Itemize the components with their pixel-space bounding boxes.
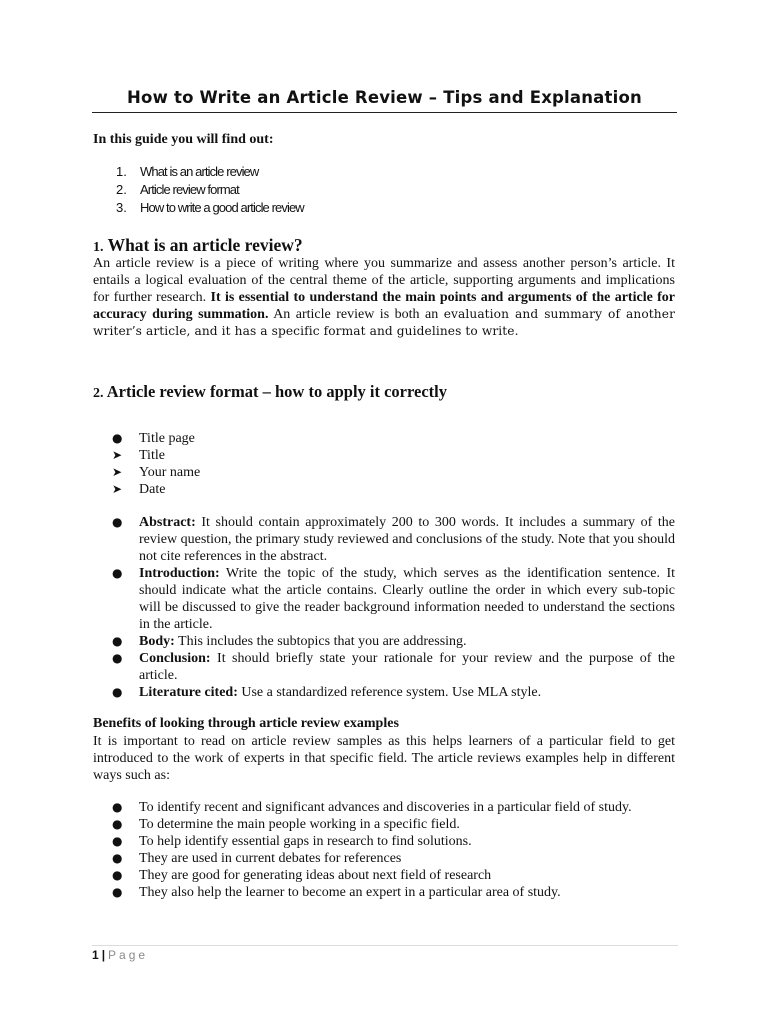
bullet-icon: ● xyxy=(112,885,123,899)
list-item-text: To identify recent and significant advances and discoveries in a particular field of study. xyxy=(139,800,632,815)
bullet-icon: ● xyxy=(112,431,123,445)
bullet-icon: ● xyxy=(112,515,123,529)
paragraph-text: An article review is both an xyxy=(273,307,439,322)
list-item xyxy=(112,816,675,833)
list-item-text: This includes the subtopics that you are addressing. xyxy=(178,634,467,649)
benefits-list xyxy=(112,799,675,901)
list-item-term: Conclusion: xyxy=(139,651,211,666)
list-item xyxy=(112,447,675,464)
toc-item xyxy=(116,181,304,199)
list-item xyxy=(112,514,675,565)
emphasis-text: It is essential to understand the main points and arguments of the article for accuracy during summation. xyxy=(93,290,675,322)
bullet-icon: ● xyxy=(112,566,123,580)
paragraph-text: evaluation and summary of another writer’s article, and it has a specific format and guidelines to write. xyxy=(93,307,675,338)
list-item-text: Date xyxy=(139,482,166,497)
list-item-text: It should contain approximately 200 to 300 words. It includes a summary of the review question, the primary study reviewed and conclusions of the study. Note that you should not cite references in the abstract. xyxy=(139,515,676,564)
bullet-icon: ● xyxy=(112,834,123,848)
list-item xyxy=(112,565,675,633)
bullet-icon: ● xyxy=(112,651,123,665)
list-item xyxy=(112,633,675,650)
arrow-bullet-icon: ➤ xyxy=(112,448,123,462)
toc-label: What is an article review xyxy=(140,164,259,179)
list-item-term: Body: xyxy=(139,634,175,649)
list-item xyxy=(112,884,675,901)
bullet-icon: ● xyxy=(112,817,123,831)
table-of-contents xyxy=(116,163,304,217)
arrow-bullet-icon: ➤ xyxy=(112,465,123,479)
toc-number: 3. xyxy=(116,200,127,215)
bullet-icon: ● xyxy=(112,634,123,648)
list-item xyxy=(112,430,675,447)
title-page-list xyxy=(112,430,675,498)
paragraph-text: An article review is a piece of writing where you summarize and assess another person’s article. It entails a logical evaluation of the central theme of the article, supporting arguments and implications for further research. xyxy=(93,256,675,305)
benefits-paragraph: It is important to read on article review samples as this helps learners of a particular field to get introduced to the work of experts in that specific field. The article reviews examples help in different ways such as: xyxy=(93,734,675,783)
section-title: Article review format – how to apply it correctly xyxy=(106,382,447,401)
toc-number: 1. xyxy=(116,164,127,179)
section-2-heading xyxy=(93,382,447,402)
list-item-term: Literature cited: xyxy=(139,685,238,700)
list-item xyxy=(112,850,675,867)
section-number: 1. xyxy=(93,240,104,255)
page-number: 1 xyxy=(92,948,99,962)
page-label: Page xyxy=(108,948,149,962)
list-item xyxy=(112,464,675,481)
list-item-term: Abstract: xyxy=(139,515,196,530)
footer-separator: | xyxy=(101,948,106,962)
footer-divider xyxy=(92,945,678,946)
list-item xyxy=(112,833,675,850)
bullet-icon: ● xyxy=(112,685,123,699)
list-item-text: To determine the main people working in a specific field. xyxy=(139,817,460,832)
toc-label: Article review format xyxy=(140,182,239,197)
document-title: How to Write an Article Review – Tips and Explanation xyxy=(92,88,677,113)
list-item-text: Title page xyxy=(139,431,195,446)
list-item-text: They are good for generating ideas about next field of research xyxy=(139,868,492,883)
toc-item xyxy=(116,163,304,181)
list-item xyxy=(112,867,675,884)
list-item xyxy=(112,799,675,816)
list-item xyxy=(112,481,675,498)
list-item-term: Introduction: xyxy=(139,566,220,581)
toc-number: 2. xyxy=(116,182,127,197)
list-item xyxy=(112,684,675,701)
list-item-text: Title xyxy=(139,448,165,463)
intro-text: In this guide you will find out: xyxy=(93,132,274,147)
bullet-icon: ● xyxy=(112,868,123,882)
arrow-bullet-icon: ➤ xyxy=(112,482,123,496)
list-item-text: To help identify essential gaps in research to find solutions. xyxy=(139,834,472,849)
benefits-heading: Benefits of looking through article review examples xyxy=(93,716,399,731)
toc-label: How to write a good article review xyxy=(140,200,304,215)
section-1-paragraph xyxy=(93,255,675,340)
format-sections-list xyxy=(112,514,675,701)
list-item xyxy=(112,650,675,684)
section-1-heading xyxy=(93,235,303,256)
list-item-text: Use a standardized reference system. Use MLA style. xyxy=(241,685,542,700)
list-item-text: Write the topic of the study, which serves as the identification sentence. It should indicate what the article contains. Clearly outline the order in which every sub-topic will be discussed to give the reader background information needed to understand the sections in the article. xyxy=(139,566,676,632)
bullet-icon: ● xyxy=(112,800,123,814)
list-item-text: They are used in current debates for references xyxy=(139,851,402,866)
list-item-text: It should briefly state your rationale for your review and the purpose of the article. xyxy=(139,651,676,683)
list-item-text: They also help the learner to become an expert in a particular area of study. xyxy=(139,885,561,900)
bullet-icon: ● xyxy=(112,851,123,865)
section-number: 2. xyxy=(93,386,104,401)
page-footer xyxy=(92,948,148,962)
section-title: What is an article review? xyxy=(107,235,303,255)
toc-item xyxy=(116,199,304,217)
list-item-text: Your name xyxy=(139,465,201,480)
